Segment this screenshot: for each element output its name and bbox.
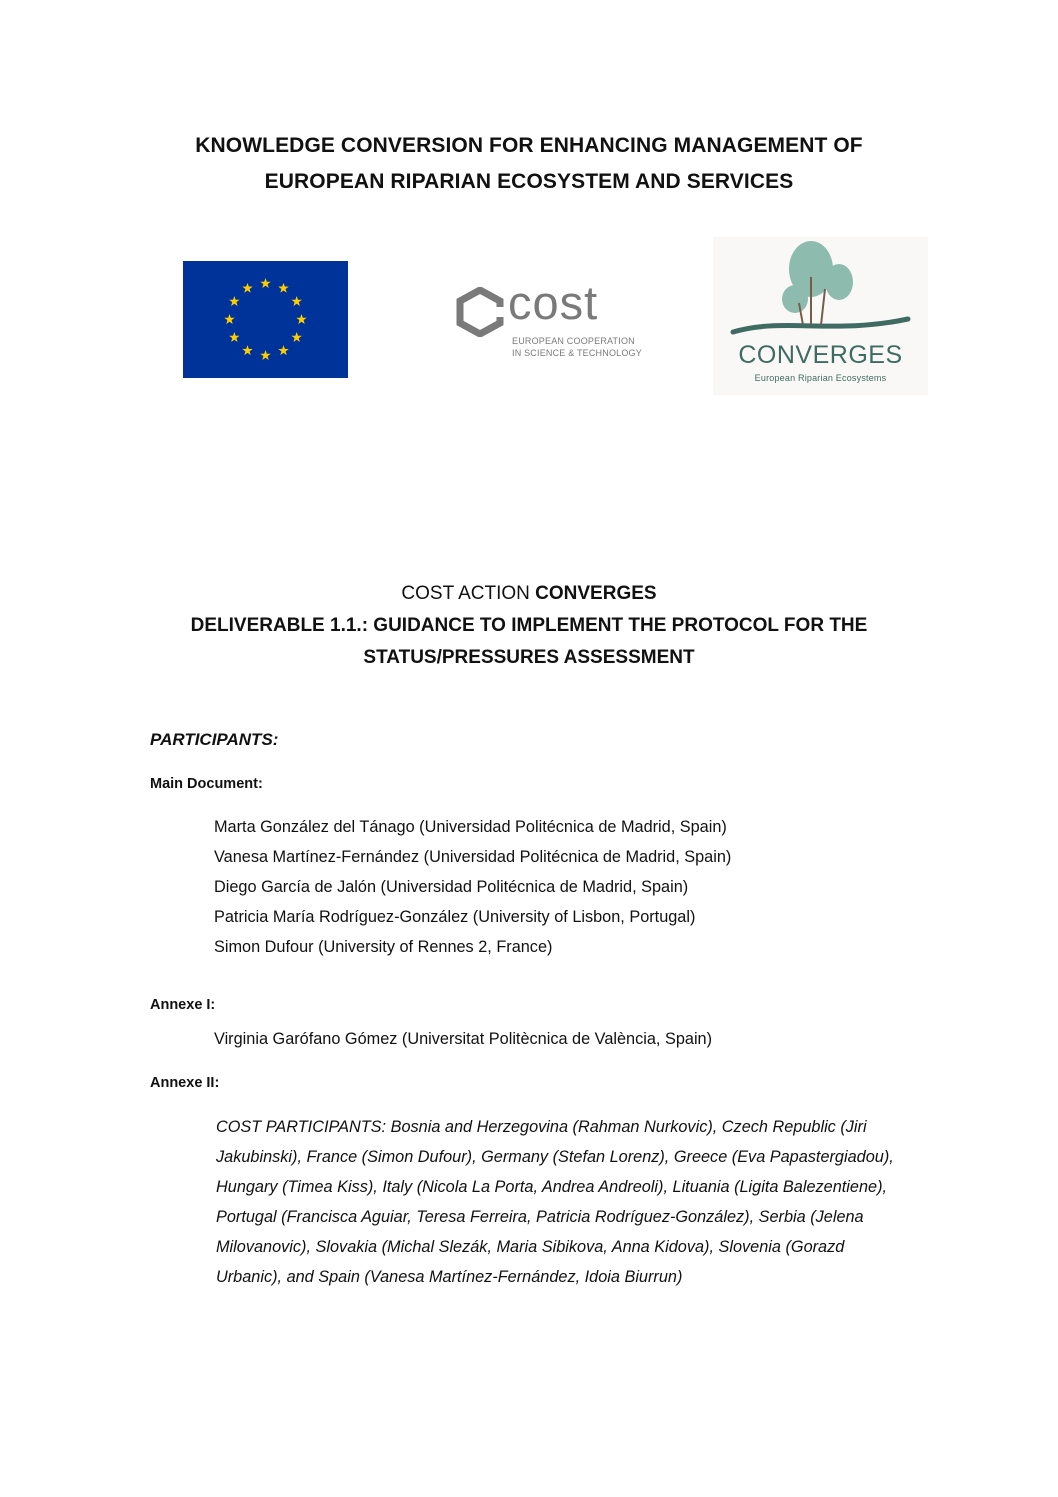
list-item: Marta González del Tánago (Universidad Politécnica de Madrid, Spain) [214, 818, 727, 836]
eu-flag-logo [183, 261, 348, 378]
list-item: Patricia María Rodríguez-González (University of Lisbon, Portugal) [214, 908, 696, 926]
converges-wordmark: CONVERGES [738, 341, 903, 369]
annexe-2-heading: Annexe II: [150, 1075, 220, 1091]
title-line-1: KNOWLEDGE CONVERSION FOR ENHANCING MANAGEMENT OF [195, 134, 863, 157]
converges-tagline: European Riparian Ecosystems [754, 373, 887, 383]
annexe-2-text: COST PARTICIPANTS: Bosnia and Herzegovina (Rahman Nurkovic), Czech Republic (Jiri Jakubinski), France (Simon Dufour), Germany (Stefan Lorenz), Greece (Eva Papastergiadou), Hungary (Timea Kiss), Italy (Nicola La Porta, Andrea Andreoli), Lituania (Ligita Balezentiene), Portugal (Francisca Aguiar, Teresa Ferreira, Patricia Rodríguez-González), Serbia (Jelena Milovanovic), Slovakia (Michal Slezák, Maria Sibikova, Anna Kidova), Slovenia (Gorazd Urbanic), and Spain (Vanesa Martínez-Fernández, Idoia Biurrun) [216, 1118, 894, 1286]
main-document-heading: Main Document: [150, 776, 263, 792]
participants-heading: PARTICIPANTS: [150, 730, 279, 749]
author-list [214, 812, 731, 962]
cost-hexagon-icon [455, 287, 505, 337]
converges-logo [713, 237, 928, 395]
annexe-1-heading: Annexe I: [150, 997, 216, 1013]
list-item: Diego García de Jalón (Universidad Politécnica de Madrid, Spain) [214, 878, 689, 896]
action-block [0, 578, 1058, 674]
cost-action-line: COST ACTION CONVERGES [401, 583, 657, 604]
cost-tagline: EUROPEAN COOPERATION IN SCIENCE & TECHNOLOGY [512, 336, 642, 358]
annexe-1-text: Virginia Garófano Gómez (Universitat Politècnica de València, Spain) [214, 1030, 713, 1048]
deliverable-line-2: STATUS/PRESSURES ASSESSMENT [363, 647, 695, 668]
list-item: Vanesa Martínez-Fernández (Universidad Politécnica de Madrid, Spain) [214, 848, 732, 866]
action-name: CONVERGES [535, 583, 657, 604]
deliverable-line-1: DELIVERABLE 1.1.: GUIDANCE TO IMPLEMENT THE PROTOCOL FOR THE [190, 615, 868, 636]
document-title [0, 128, 1058, 200]
cost-wordmark: cost [508, 276, 599, 329]
cost-logo [455, 276, 665, 365]
list-item: Simon Dufour (University of Rennes 2, France) [214, 938, 553, 956]
converges-trees-icon [713, 237, 928, 342]
title-line-2: EUROPEAN RIPARIAN ECOSYSTEM AND SERVICES [264, 170, 794, 193]
